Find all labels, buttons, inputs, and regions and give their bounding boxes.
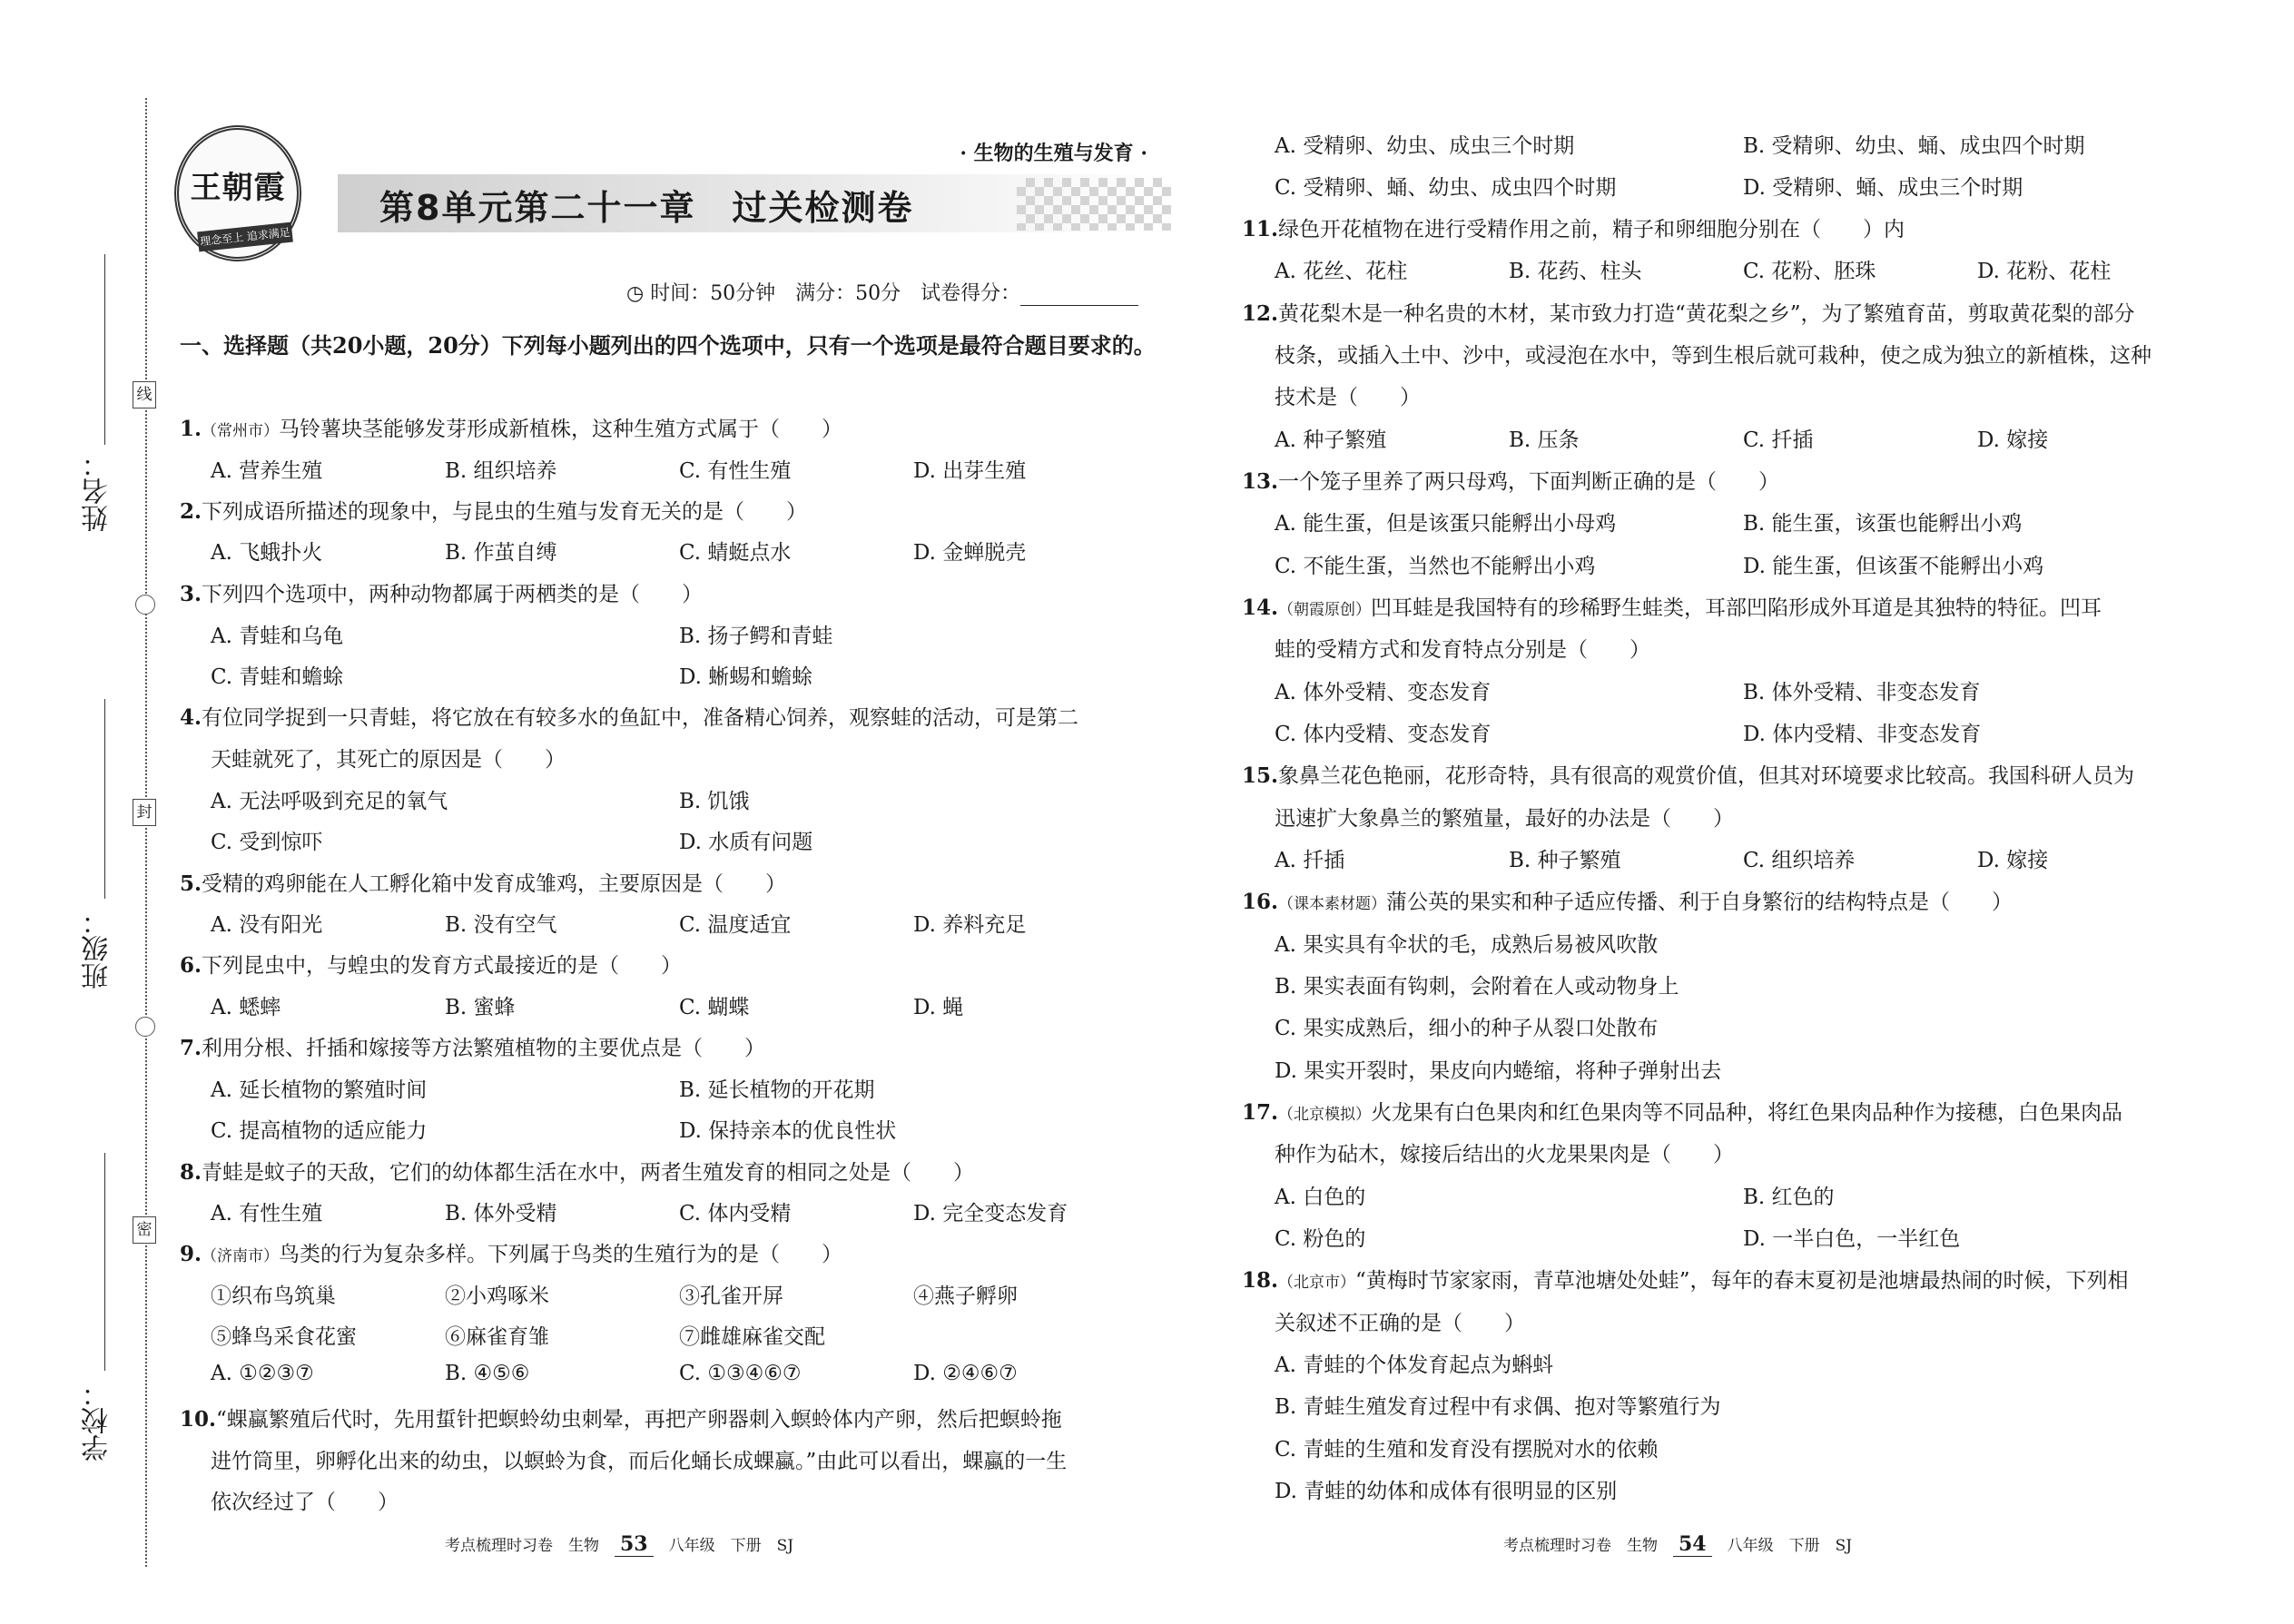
question-18-line-2: 关叙述不正确的是（ ） [1275, 1312, 1525, 1335]
option-b[interactable]: B. 作茧自缚 [445, 541, 557, 565]
option-b[interactable]: B. 扬子鳄和青蛙 [679, 625, 833, 648]
seal-char-line: 线 [133, 381, 156, 408]
option-b[interactable]: B. 花药、柱头 [1509, 260, 1642, 283]
question-14-line-2: 蛙的受精方式和发育特点分别是（ ） [1275, 638, 1650, 662]
option-a[interactable]: A. 能生蛋，但是该蛋只能孵出小母鸡 [1275, 512, 1617, 536]
option-a[interactable]: A. 蟋蟀 [211, 996, 281, 1019]
option-d[interactable]: D. 果实开裂时，果皮向内蜷缩，将种子弹射出去 [1275, 1059, 1722, 1083]
option-b[interactable]: B. 组织培养 [445, 459, 557, 483]
option-d[interactable]: D. 能生蛋，但该蛋不能孵出小鸡 [1743, 555, 2044, 578]
option-d[interactable]: D. 嫁接 [1977, 428, 2049, 452]
question-12-line-3: 技术是（ ） [1275, 386, 1421, 409]
option-b[interactable]: B. 蜜蜂 [445, 996, 516, 1019]
statement: ②小鸡啄米 [445, 1284, 549, 1308]
question-15-line-2: 迅速扩大象鼻兰的繁殖量，最好的办法是（ ） [1275, 807, 1734, 831]
option-c[interactable]: C. 体内受精、变态发育 [1275, 723, 1492, 746]
option-c[interactable]: C. 蜻蜓点水 [679, 541, 792, 565]
class-blank-line [104, 699, 105, 899]
option-a[interactable]: A. 延长植物的繁殖时间 [211, 1078, 428, 1102]
question-16: 16.（课本素材题）蒲公英的果实和种子适应传播、利于自身繁衍的结构特点是（ ） [1242, 890, 2013, 914]
option-d[interactable]: D. 花粉、花柱 [1977, 260, 2112, 283]
option-a[interactable]: A. 种子繁殖 [1275, 428, 1387, 452]
section-heading: 一、选择题（共20小题，20分）下列每小题列出的四个选项中，只有一个选项是最符合题目要求的。 [180, 332, 1156, 359]
question-10-line-2: 进竹筒里，卵孵化出来的幼虫，以螟蛉为食，而后化蛹长成蜾蠃。”由此可以看出，蜾蠃的一生 [211, 1450, 1068, 1473]
binding-hole-icon [135, 595, 155, 615]
option-b[interactable]: B. 饥饿 [679, 790, 750, 813]
question-2: 2.下列成语所描述的现象中，与昆虫的生殖与发育无关的是（ ） [180, 499, 808, 524]
statement: ①织布鸟筑巢 [211, 1284, 336, 1308]
option-d[interactable]: D. 体内受精、非变态发育 [1743, 723, 1982, 746]
option-a[interactable]: A. 飞蛾扑火 [211, 541, 323, 565]
question-7: 7.利用分根、扦插和嫁接等方法繁殖植物的主要优点是（ ） [180, 1036, 766, 1060]
option-c[interactable]: C. 花粉、胚珠 [1743, 260, 1876, 283]
option-a[interactable]: A. ①②③⑦ [211, 1362, 314, 1385]
name-label: 姓名： [82, 450, 113, 532]
question-4-line-2: 天蛙就死了，其死亡的原因是（ ） [211, 748, 566, 772]
option-d[interactable]: D. 蜥蜴和蟾蜍 [679, 665, 813, 689]
option-a[interactable]: A. 扦插 [1275, 849, 1345, 872]
option-c[interactable]: C. 青蛙的生殖和发育没有摆脱对水的依赖 [1275, 1438, 1659, 1462]
option-a[interactable]: A. 花丝、花柱 [1275, 260, 1408, 283]
score-field[interactable] [1020, 287, 1138, 306]
option-b[interactable]: B. 受精卵、幼虫、蛹、成虫四个时期 [1743, 134, 2085, 158]
option-b[interactable]: B. 没有空气 [445, 913, 557, 937]
statement: ⑦雌雄麻雀交配 [679, 1325, 825, 1349]
logo-name: 王朝霞 [190, 170, 286, 206]
option-b[interactable]: B. 延长植物的开花期 [679, 1078, 875, 1102]
question-14: 14.（朝霞原创）凹耳蛙是我国特有的珍稀野生蛙类，耳部凹陷形成外耳道是其独特的特征。凹耳 [1242, 595, 2102, 620]
option-a[interactable]: A. 青蛙和乌龟 [211, 625, 344, 648]
option-d[interactable]: D. 一半白色，一半红色 [1743, 1227, 1961, 1251]
question-5: 5.受精的鸡卵能在人工孵化箱中发育成雏鸡，主要原因是（ ） [180, 871, 787, 896]
question-9: 9.（济南市）鸟类的行为复杂多样。下列属于鸟类的生殖行为的是（ ） [180, 1242, 843, 1266]
option-b[interactable]: B. 体外受精 [445, 1202, 557, 1225]
question-1: 1.（常州市）马铃薯块茎能够发芽形成新植株，这种生殖方式属于（ ） [180, 417, 843, 441]
page-title: 第8单元第二十一章 过关检测卷 [379, 188, 914, 228]
binding-hole-icon [135, 1017, 155, 1037]
statement: ⑥麻雀育雏 [445, 1325, 549, 1349]
question-18: 18.（北京市）“黄梅时节家家雨，青草池塘处处蛙”，每年的春末夏初是池塘最热闹的时候，下列相 [1242, 1268, 2129, 1293]
seal-char-secret: 密 [133, 1216, 156, 1244]
option-b[interactable]: B. ④⑤⑥ [445, 1362, 530, 1385]
question-11: 11.绿色开花植物在进行受精作用之前，精子和卵细胞分别在（ ）内 [1242, 217, 1905, 241]
option-a[interactable]: A. 白色的 [1275, 1186, 1366, 1209]
option-d[interactable]: D. 蝇 [913, 996, 964, 1019]
page-number: 53 [615, 1532, 654, 1557]
option-d[interactable]: D. 养料充足 [913, 913, 1027, 937]
option-d[interactable]: D. 保持亲本的优良性状 [679, 1119, 897, 1143]
question-17: 17.（北京模拟）火龙果有白色果肉和红色果肉等不同品种，将红色果肉品种作为接穗，白色果肉品 [1242, 1100, 2123, 1125]
option-c[interactable]: C. 组织培养 [1743, 849, 1856, 872]
option-a[interactable]: A. 果实具有伞状的毛，成熟后易被风吹散 [1275, 933, 1659, 957]
question-4: 4.有位同学捉到一只青蛙，将它放在有较多水的鱼缸中，准备精心饲养，观察蛙的活动，可是第二 [180, 705, 1079, 730]
option-c[interactable]: C. 粉色的 [1275, 1227, 1366, 1251]
option-a[interactable]: A. 营养生殖 [211, 459, 323, 483]
school-label: 学校： [82, 1380, 113, 1462]
question-13: 13.一个笼子里养了两只母鸡，下面判断正确的是（ ） [1242, 469, 1780, 494]
option-c[interactable]: C. 不能生蛋，当然也不能孵出小鸡 [1275, 555, 1596, 578]
option-d[interactable]: D. 出芽生殖 [913, 459, 1027, 483]
option-c[interactable]: C. ①③④⑥⑦ [679, 1362, 802, 1385]
question-3: 3.下列四个选项中，两种动物都属于两栖类的是（ ） [180, 582, 704, 606]
option-b[interactable]: B. 压条 [1509, 428, 1580, 452]
option-d[interactable]: D. 金蝉脱壳 [913, 541, 1027, 565]
option-d[interactable]: D. 水质有问题 [679, 831, 813, 854]
question-8: 8.青蛙是蚊子的天敌，它们的幼体都生活在水中，两者生殖发育的相同之处是（ ） [180, 1160, 975, 1185]
option-c[interactable]: C. 有性生殖 [679, 459, 792, 483]
name-blank-line [104, 254, 105, 445]
exam-info-text: ◷ 时间：50分钟 满分：50分 试卷得分： [626, 282, 1021, 305]
option-c[interactable]: C. 果实成熟后，细小的种子从裂口处散布 [1275, 1017, 1659, 1040]
option-b[interactable]: B. 果实表面有钩刺，会附着在人或动物身上 [1275, 975, 1679, 999]
binding-line [145, 98, 147, 1567]
option-b[interactable]: B. 青蛙生殖发育过程中有求偶、抱对等繁殖行为 [1275, 1395, 1721, 1419]
option-c[interactable]: C. 蝴蝶 [679, 996, 750, 1019]
option-a[interactable]: A. 受精卵、幼虫、成虫三个时期 [1275, 134, 1575, 158]
option-d[interactable]: D. 嫁接 [1977, 849, 2049, 872]
class-label: 班级： [82, 908, 113, 989]
question-12: 12.黄花梨木是一种名贵的木材，某市致力打造“黄花梨之乡”，为了繁殖育苗，剪取黄花梨的部分 [1242, 301, 2135, 326]
logo-motto: 理念至上 追求满足 [197, 222, 293, 252]
question-17-line-2: 种作为砧木，嫁接后结出的火龙果果肉是（ ） [1275, 1143, 1734, 1166]
question-10: 10.“蜾蠃繁殖后代时，先用蜇针把螟蛉幼虫刺晕，再把产卵器刺入螟蛉体内产卵，然后把螟蛉拖 [180, 1407, 1062, 1432]
option-a[interactable]: A. 有性生殖 [211, 1202, 323, 1225]
option-c[interactable]: C. 青蛙和蟾蜍 [211, 665, 344, 689]
option-b[interactable]: B. 红色的 [1743, 1186, 1835, 1209]
option-c[interactable]: C. 体内受精 [679, 1202, 792, 1225]
option-c[interactable]: C. 受到惊吓 [211, 831, 323, 854]
question-12-line-2: 枝条，或插入土中、沙中，或浸泡在水中，等到生根后就可栽种，使之成为独立的新植株，这种 [1275, 344, 2151, 368]
statement: ④燕子孵卵 [913, 1284, 1018, 1308]
question-10-line-3: 依次经过了（ ） [211, 1491, 399, 1514]
option-c[interactable]: C. 提高植物的适应能力 [211, 1119, 428, 1143]
option-a[interactable]: A. 体外受精、变态发育 [1275, 681, 1492, 704]
title-banner-pattern [1017, 178, 1171, 231]
question-15: 15.象鼻兰花色艳丽，花形奇特，具有很高的观赏价值，但其对环境要求比较高。我国科研人员为 [1242, 763, 2135, 788]
page-number: 54 [1673, 1532, 1712, 1557]
option-b[interactable]: B. 体外受精、非变态发育 [1743, 681, 1981, 704]
option-b[interactable]: B. 种子繁殖 [1509, 849, 1621, 872]
footer-right: 考点梳理时习卷 生物 54 八年级 下册 SJ [1503, 1532, 1853, 1556]
seal-char-seal: 封 [133, 799, 156, 826]
exam-info [626, 278, 1138, 306]
chapter-subtitle: · 生物的生殖与发育 · [960, 142, 1147, 165]
option-a[interactable]: A. 无法呼吸到充足的氧气 [211, 790, 448, 813]
statement: ③孔雀开屏 [679, 1284, 783, 1308]
footer-left: 考点梳理时习卷 生物 53 八年级 下册 SJ [445, 1532, 794, 1556]
option-c[interactable]: C. 扦插 [1743, 428, 1814, 452]
question-6: 6.下列昆虫中，与蝗虫的发育方式最接近的是（ ） [180, 953, 683, 978]
option-c[interactable]: C. 温度适宜 [679, 913, 792, 937]
option-d[interactable]: D. 受精卵、蛹、成虫三个时期 [1743, 176, 2023, 200]
option-b[interactable]: B. 能生蛋，该蛋也能孵出小鸡 [1743, 512, 2023, 536]
option-a[interactable]: A. 青蛙的个体发育起点为蝌蚪 [1275, 1353, 1554, 1377]
option-d[interactable]: D. ②④⑥⑦ [913, 1362, 1018, 1385]
option-d[interactable]: D. 青蛙的幼体和成体有很明显的区别 [1275, 1480, 1618, 1503]
school-blank-line [104, 1153, 105, 1371]
option-d[interactable]: D. 完全变态发育 [913, 1202, 1068, 1225]
option-a[interactable]: A. 没有阳光 [211, 913, 323, 937]
option-c[interactable]: C. 受精卵、蛹、幼虫、成虫四个时期 [1275, 176, 1617, 200]
statement: ⑤蜂鸟采食花蜜 [211, 1325, 357, 1349]
